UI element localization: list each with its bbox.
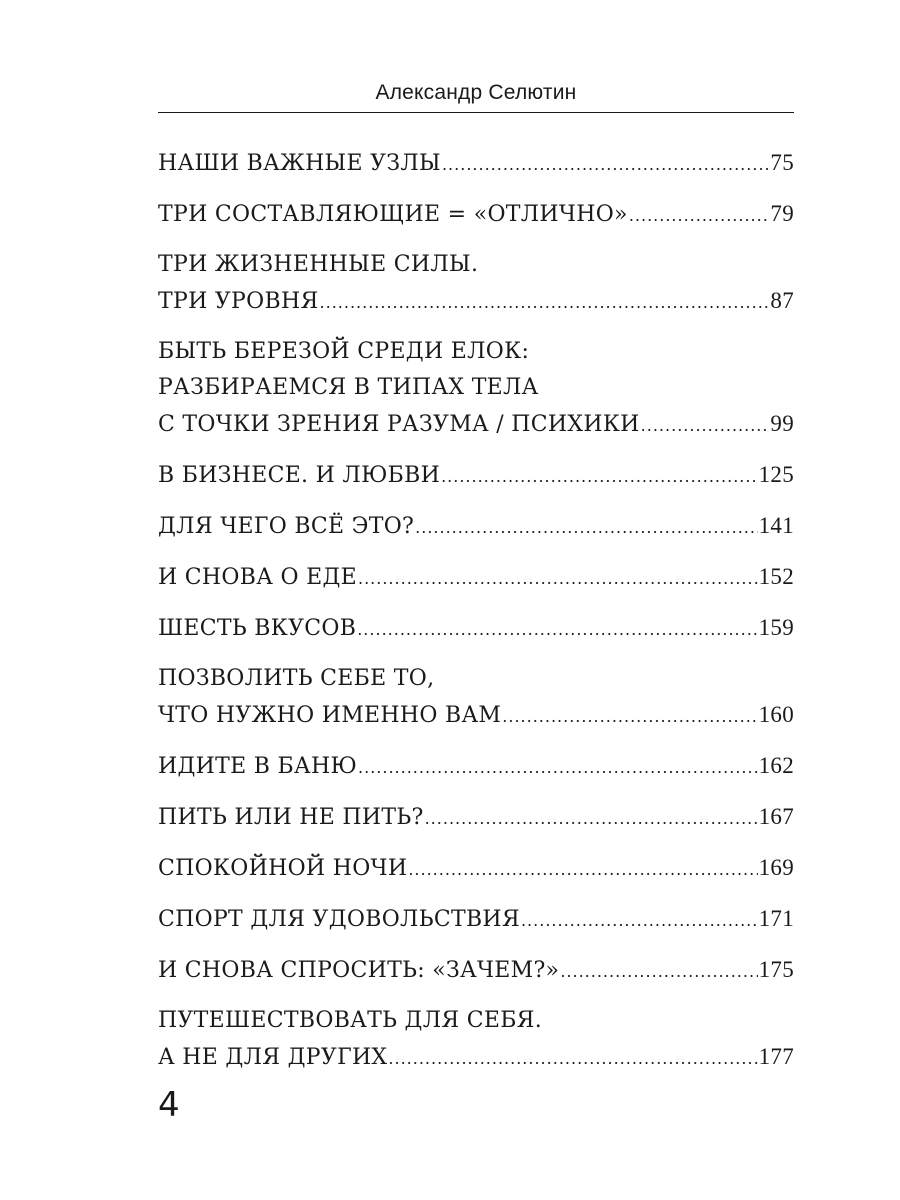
- dot-leader: [442, 146, 769, 183]
- toc-entry-last-line: [158, 850, 794, 888]
- toc-entry-page-number: 87: [770, 288, 794, 313]
- toc-entry-page-number: 169: [758, 855, 794, 880]
- toc-entry-title-line: ТРИ УРОВНЯ: [158, 289, 319, 314]
- toc-entry[interactable]: [158, 661, 794, 735]
- toc-entry-last-line: [158, 406, 794, 444]
- toc-entry-title-line: А НЕ ДЛЯ ДРУГИХ: [158, 1045, 388, 1070]
- dot-leader: [441, 458, 758, 495]
- toc-entry-title-line: И СНОВА СПРОСИТЬ: «ЗАЧЕМ?»: [158, 958, 560, 983]
- toc-entry[interactable]: [158, 334, 794, 444]
- dot-leader: [320, 284, 770, 321]
- dot-leader: [521, 902, 758, 939]
- dot-leader: [388, 1040, 757, 1077]
- toc-entry-last-line: [158, 901, 794, 939]
- toc-entry-page-number: 79: [770, 201, 794, 226]
- toc-entry-page-number: 141: [758, 513, 794, 538]
- toc-entry-title-line: РАЗБИРАЕМСЯ В ТИПАХ ТЕЛА: [158, 375, 539, 400]
- toc-entry-page-number: 160: [758, 702, 794, 727]
- toc-entry[interactable]: [158, 850, 794, 888]
- toc-entry-last-line: [158, 799, 794, 837]
- toc-entry[interactable]: [158, 196, 794, 234]
- toc-entry-page-number: 75: [770, 150, 794, 175]
- dot-leader: [629, 197, 770, 234]
- toc-entry-page-number: 99: [770, 411, 794, 436]
- running-head-author: Александр Селютин: [375, 81, 577, 104]
- toc-entry-last-line: [158, 697, 794, 735]
- toc-entry-last-line: [158, 457, 794, 495]
- toc-entry-title-line: НАШИ ВАЖНЫЕ УЗЛЫ: [158, 151, 441, 176]
- toc-entry-title-line: В БИЗНЕСЕ. И ЛЮБВИ: [158, 463, 441, 488]
- toc-entry-last-line: [158, 559, 794, 597]
- toc-entry-title-line: С ТОЧКИ ЗРЕНИЯ РАЗУМА / ПСИХИКИ: [158, 412, 640, 437]
- toc-entry-last-line: [158, 1039, 794, 1077]
- toc-entry-title-line: ТРИ ЖИЗНЕННЫЕ СИЛЫ.: [158, 252, 479, 277]
- toc-entry-page-number: 167: [758, 804, 794, 829]
- table-of-contents: [158, 145, 794, 1090]
- dot-leader: [502, 698, 757, 735]
- toc-entry-title-line: ПИТЬ ИЛИ НЕ ПИТЬ?: [158, 805, 424, 830]
- toc-entry-page-number: 152: [758, 564, 794, 589]
- toc-entry-last-line: [158, 952, 794, 990]
- toc-entry-title-line: БЫТЬ БЕРЕЗОЙ СРЕДИ ЕЛОК:: [158, 339, 530, 364]
- toc-entry[interactable]: [158, 952, 794, 990]
- toc-entry-last-line: [158, 508, 794, 546]
- dot-leader: [408, 851, 757, 888]
- toc-entry[interactable]: [158, 559, 794, 597]
- dot-leader: [358, 749, 758, 786]
- toc-entry-title-line: ПОЗВОЛИТЬ СЕБЕ ТО,: [158, 666, 435, 691]
- toc-entry[interactable]: [158, 1003, 794, 1077]
- toc-entry-last-line: [158, 283, 794, 321]
- toc-entry[interactable]: [158, 457, 794, 495]
- dot-leader: [641, 407, 770, 444]
- header-rule: [158, 112, 794, 113]
- toc-entry-page-number: 159: [758, 615, 794, 640]
- toc-entry-title-line: ДЛЯ ЧЕГО ВСЁ ЭТО?: [158, 514, 415, 539]
- dot-leader: [357, 611, 757, 648]
- toc-entry-title-line: ТРИ СОСТАВЛЯЮЩИЕ = «ОТЛИЧНО»: [158, 202, 628, 227]
- toc-entry-title-line: СПОКОЙНОЙ НОЧИ: [158, 856, 408, 881]
- toc-entry-title-line: И СНОВА О ЕДЕ: [158, 565, 357, 590]
- dot-leader: [560, 953, 757, 990]
- toc-entry[interactable]: [158, 247, 794, 321]
- toc-entry[interactable]: [158, 799, 794, 837]
- toc-entry-page-number: 125: [758, 462, 794, 487]
- toc-entry-last-line: [158, 748, 794, 786]
- toc-entry-page-number: 162: [758, 753, 794, 778]
- toc-entry[interactable]: [158, 901, 794, 939]
- toc-entry[interactable]: [158, 508, 794, 546]
- dot-leader: [358, 560, 758, 597]
- page-number: 4: [158, 1085, 180, 1125]
- toc-entry-last-line: [158, 610, 794, 648]
- toc-entry-title-line: ИДИТЕ В БАНЮ: [158, 754, 358, 779]
- toc-entry-title-line: ПУТЕШЕСТВОВАТЬ ДЛЯ СЕБЯ.: [158, 1008, 543, 1033]
- toc-entry-last-line: [158, 196, 794, 234]
- toc-entry[interactable]: [158, 610, 794, 648]
- toc-entry-page-number: 175: [758, 957, 794, 982]
- toc-entry-title-line: СПОРТ ДЛЯ УДОВОЛЬСТВИЯ: [158, 907, 520, 932]
- toc-entry-title-line: ШЕСТЬ ВКУСОВ: [158, 616, 357, 641]
- toc-entry-page-number: 171: [758, 906, 794, 931]
- toc-entry[interactable]: [158, 145, 794, 183]
- toc-entry-title-line: ЧТО НУЖНО ИМЕННО ВАМ: [158, 703, 502, 728]
- toc-entry-page-number: 177: [758, 1044, 794, 1069]
- dot-leader: [425, 800, 758, 837]
- toc-entry[interactable]: [158, 748, 794, 786]
- toc-entry-last-line: [158, 145, 794, 183]
- dot-leader: [415, 509, 757, 546]
